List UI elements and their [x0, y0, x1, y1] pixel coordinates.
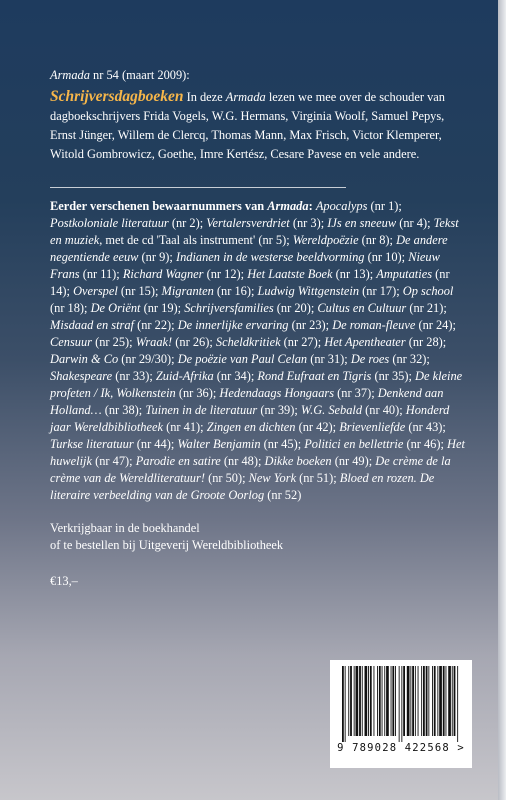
issue-title-item: IJs en sneeuw	[327, 216, 397, 230]
barcode-bar	[415, 666, 416, 736]
issue-title-item: De roes	[350, 352, 390, 366]
barcode-bar	[354, 666, 355, 736]
barcode-bar	[407, 666, 410, 736]
description-text: In deze	[183, 90, 226, 104]
issue-number: nr 54 (maart 2009):	[89, 68, 190, 82]
barcode-bar	[452, 666, 453, 736]
barcode-bar	[342, 666, 344, 742]
issue-title-item: De innerlijke ervaring	[177, 318, 289, 332]
barcode-bar	[423, 666, 425, 736]
issue-title-item: Het Laatste Boek	[247, 267, 333, 281]
issue-title-item: Politici en bellettrie	[304, 437, 404, 451]
issue-title-item: De crème de la crème van de Wereldliteratuur!	[50, 454, 451, 485]
issue-number-item: (nr 36);	[175, 386, 220, 400]
description-text-rest: lezen we mee over de schouder van dagboekschrijvers Frida Vogels, W.G. Hermans, Virginia Woolf, Samuel Pepys, Ernst Jünger, Willem de Clercq, Thomas Mann, Max Frisch, Victor Klemperer, Witold Gombrowicz, Goethe, Imre Kertész, Cesare Pavese en vele andere.	[50, 90, 445, 161]
availability-line-2: of te bestellen bij Uitgeverij Wereldbibliotheek	[50, 538, 284, 552]
issue-title-item: Dikke boeken	[264, 454, 332, 468]
issue-title-item: Richard Wagner	[122, 267, 204, 281]
issue-title-item: De andere negentiende eeuw	[50, 233, 448, 264]
issue-title-item: De kleine profeten / Ik, Wolkenstein	[50, 369, 463, 400]
barcode-bar	[374, 666, 375, 736]
issue-number-item: (nr 19);	[140, 301, 185, 315]
barcode-bar	[443, 666, 445, 736]
issue-title-item: De roman-fleuve	[332, 318, 416, 332]
issue-title-item: Zingen en dichten	[206, 420, 296, 434]
issue-title-item: Schrijversfamilies	[184, 301, 274, 315]
issue-number-item: (nr 12);	[203, 267, 248, 281]
barcode-bars	[340, 666, 462, 742]
issue-number-item: (nr 10);	[364, 250, 409, 264]
page-edge	[498, 0, 506, 800]
previous-issues-list	[50, 198, 465, 504]
issue-title-item: Tuinen in de literatuur	[145, 403, 258, 417]
issue-number-item: (nr 23);	[288, 318, 333, 332]
issue-number-item: (nr 40);	[362, 403, 406, 417]
barcode-bar	[421, 666, 422, 736]
issue-number-item: (nr 38);	[101, 403, 146, 417]
issue-number-item: (nr 11);	[79, 267, 123, 281]
issue-number-item: (nr 34);	[213, 369, 258, 383]
issue-title-item: Indianen in de westerse beeldvorming	[175, 250, 365, 264]
barcode-bar	[368, 666, 369, 736]
issue-number-item: (nr 13);	[332, 267, 377, 281]
barcode-bar	[392, 666, 394, 736]
issue-number-item: (nr 35);	[371, 369, 416, 383]
issue-number-item: (nr 18);	[50, 301, 91, 315]
issue-title-item: Rond Eufraat en Tigris	[257, 369, 372, 383]
previous-issues-heading	[50, 199, 316, 213]
issue-number-item: (nr 17);	[359, 284, 403, 298]
barcode-bar	[401, 666, 402, 742]
issue-number-item: (nr 49);	[331, 454, 376, 468]
issue-description	[50, 87, 460, 164]
issue-title-item: Wraak!	[135, 335, 173, 349]
issue-number-item: (nr 14);	[50, 267, 450, 298]
issue-number-item: (nr 39);	[257, 403, 301, 417]
divider-line	[50, 187, 346, 188]
price: €13,–	[50, 574, 78, 588]
barcode-bar	[412, 666, 414, 736]
description-series: Armada	[225, 90, 266, 104]
issue-number-item: (nr 16);	[213, 284, 258, 298]
issue-title-item: Op school	[402, 284, 454, 298]
issue-number-item: (nr 32);	[389, 352, 430, 366]
issue-number-item: (nr 52)	[264, 488, 302, 502]
barcode-bar	[395, 666, 396, 736]
issue-title-item: Het Apentheater	[324, 335, 406, 349]
issue-title-item: Apocalyps	[315, 199, 368, 213]
barcode-bar	[403, 666, 405, 736]
barcode-bar	[379, 666, 381, 736]
issue-number-item: (nr 26);	[172, 335, 216, 349]
issue-title-item: Het huwelijk	[50, 437, 465, 468]
issue-number-item: (nr 42);	[295, 420, 340, 434]
barcode-bar	[457, 666, 458, 742]
barcode-bar	[428, 666, 429, 736]
issue-number-item: (nr 46);	[403, 437, 448, 451]
issue-number-item: (nr 3);	[289, 216, 328, 230]
issue-number-item: (nr 47);	[91, 454, 136, 468]
issue-number-item: (nr 31);	[307, 352, 351, 366]
issue-title-item: Migranten	[161, 284, 214, 298]
issue-number-item: (nr 28);	[405, 335, 447, 349]
barcode-bar	[370, 666, 372, 736]
issue-title-item: Shakespeare	[50, 369, 113, 383]
barcode-bar	[437, 666, 438, 736]
barcode-bar	[410, 666, 411, 736]
issue-number-item: (nr 44);	[133, 437, 178, 451]
issue-number-item: (nr 15);	[117, 284, 162, 298]
issue-title-item: Parodie en satire	[135, 454, 221, 468]
barcode-bar	[386, 666, 389, 736]
heading-series: Armada	[267, 199, 309, 213]
issue-number-item: (nr 8);	[358, 233, 397, 247]
issue-title-item: Zuid-Afrika	[155, 369, 214, 383]
issue-number-item: (nr 43);	[405, 420, 446, 434]
issue-number-item: (nr 22);	[133, 318, 178, 332]
issue-title-item: Overspel	[73, 284, 118, 298]
barcode-bar	[350, 666, 352, 736]
issue-title-item: Brievenliefde	[339, 420, 406, 434]
issue-title-item: Turkse literatuur	[50, 437, 134, 451]
issue-number-item: (nr 4);	[396, 216, 434, 230]
issue-number-item: (nr 2);	[168, 216, 207, 230]
barcode-bar	[348, 666, 349, 736]
series-name: Armada	[50, 68, 90, 82]
barcode-bar	[359, 666, 361, 736]
barcode-bar	[418, 666, 419, 736]
issue-title-item: De poëzie van Paul Celan	[177, 352, 308, 366]
issue-title-item: New York	[248, 471, 297, 485]
barcode-bar	[434, 666, 436, 736]
issue-title-item: Cultus en Cultuur	[317, 301, 407, 315]
barcode-bar	[362, 666, 363, 736]
issue-title-item: W.G. Sebald	[300, 403, 363, 417]
barcode-bar	[382, 666, 383, 736]
issue-number-item: (nr 33);	[112, 369, 156, 383]
issue-number-item: (nr 50);	[204, 471, 249, 485]
barcode-bar	[377, 666, 378, 736]
issue-title-item: Nieuw Frans	[50, 250, 440, 281]
issue-title-item: Tekst en muziek	[50, 216, 459, 247]
issue-title-item: Wereldpoëzie	[292, 233, 359, 247]
isbn-barcode	[330, 660, 472, 768]
issue-number-item: (nr 29/30);	[118, 352, 178, 366]
issue-title: Schrijversdagboeken	[50, 88, 184, 105]
issue-number-item: (nr 45);	[260, 437, 305, 451]
issue-title-item: Ludwig Wittgenstein	[257, 284, 360, 298]
issue-title-item: Bloed en rozen. De literaire verbeelding van de Groote Oorlog	[50, 471, 435, 502]
issue-number-item: (nr 27);	[280, 335, 325, 349]
issue-number-item: (nr 9);	[138, 250, 176, 264]
barcode-bar	[345, 666, 346, 742]
issue-title-item: Postkoloniale literatuur	[50, 216, 169, 230]
issue-number-item: , met de cd 'Taal als instrument' (nr 5);	[99, 233, 293, 247]
issue-number-item: (nr 1);	[367, 199, 402, 213]
issue-title-item: Darwin & Co	[50, 352, 119, 366]
issue-number-item: (nr 24);	[415, 318, 456, 332]
barcode-bar	[365, 666, 368, 736]
heading-text: Eerder verschenen bewaarnummers van	[50, 199, 268, 213]
issue-number-item: (nr 37);	[334, 386, 378, 400]
barcode-bar	[399, 666, 400, 742]
availability-line-1: Verkrijgbaar in de boekhandel	[50, 521, 200, 535]
barcode-bar	[391, 666, 392, 736]
issue-title-item: Scheldkritiek	[215, 335, 281, 349]
issue-number-item: (nr 21);	[406, 301, 447, 315]
issue-title-item: Amputaties	[376, 267, 433, 281]
barcode-bar	[426, 666, 428, 736]
issue-intro	[50, 66, 460, 164]
issue-title-item: De Oriënt	[90, 301, 141, 315]
issue-title-item: Denkend aan Holland…	[50, 386, 444, 417]
issue-number-item: (nr 51);	[296, 471, 340, 485]
issue-number-item: (nr 41);	[163, 420, 207, 434]
issue-title-item: Walter Benjamin	[177, 437, 261, 451]
heading-colon: :	[308, 199, 316, 213]
issue-number-item: (nr 25);	[92, 335, 136, 349]
issue-title-item: Misdaad en straf	[50, 318, 134, 332]
barcode-bar	[384, 666, 385, 736]
barcode-bar	[446, 666, 447, 736]
issue-number-item: (nr 48);	[220, 454, 265, 468]
issue-title-item: Honderd jaar Wereldbibliotheek	[50, 403, 450, 434]
isbn-digits: 9 789028 422568 >	[337, 742, 465, 754]
barcode-bar	[356, 666, 359, 736]
issue-title-item: Vertalersverdriet	[206, 216, 290, 230]
barcode-bar	[454, 666, 456, 736]
issue-line	[50, 66, 460, 85]
issue-number-item: (nr 20);	[273, 301, 318, 315]
availability-note	[50, 520, 460, 554]
barcode-bar	[448, 666, 451, 736]
barcode-bar	[432, 666, 433, 736]
issues-container	[50, 199, 465, 502]
barcode-bar	[439, 666, 442, 736]
issue-title-item: Censuur	[50, 335, 92, 349]
issue-title-item: Hedendaags Hongaars	[219, 386, 335, 400]
